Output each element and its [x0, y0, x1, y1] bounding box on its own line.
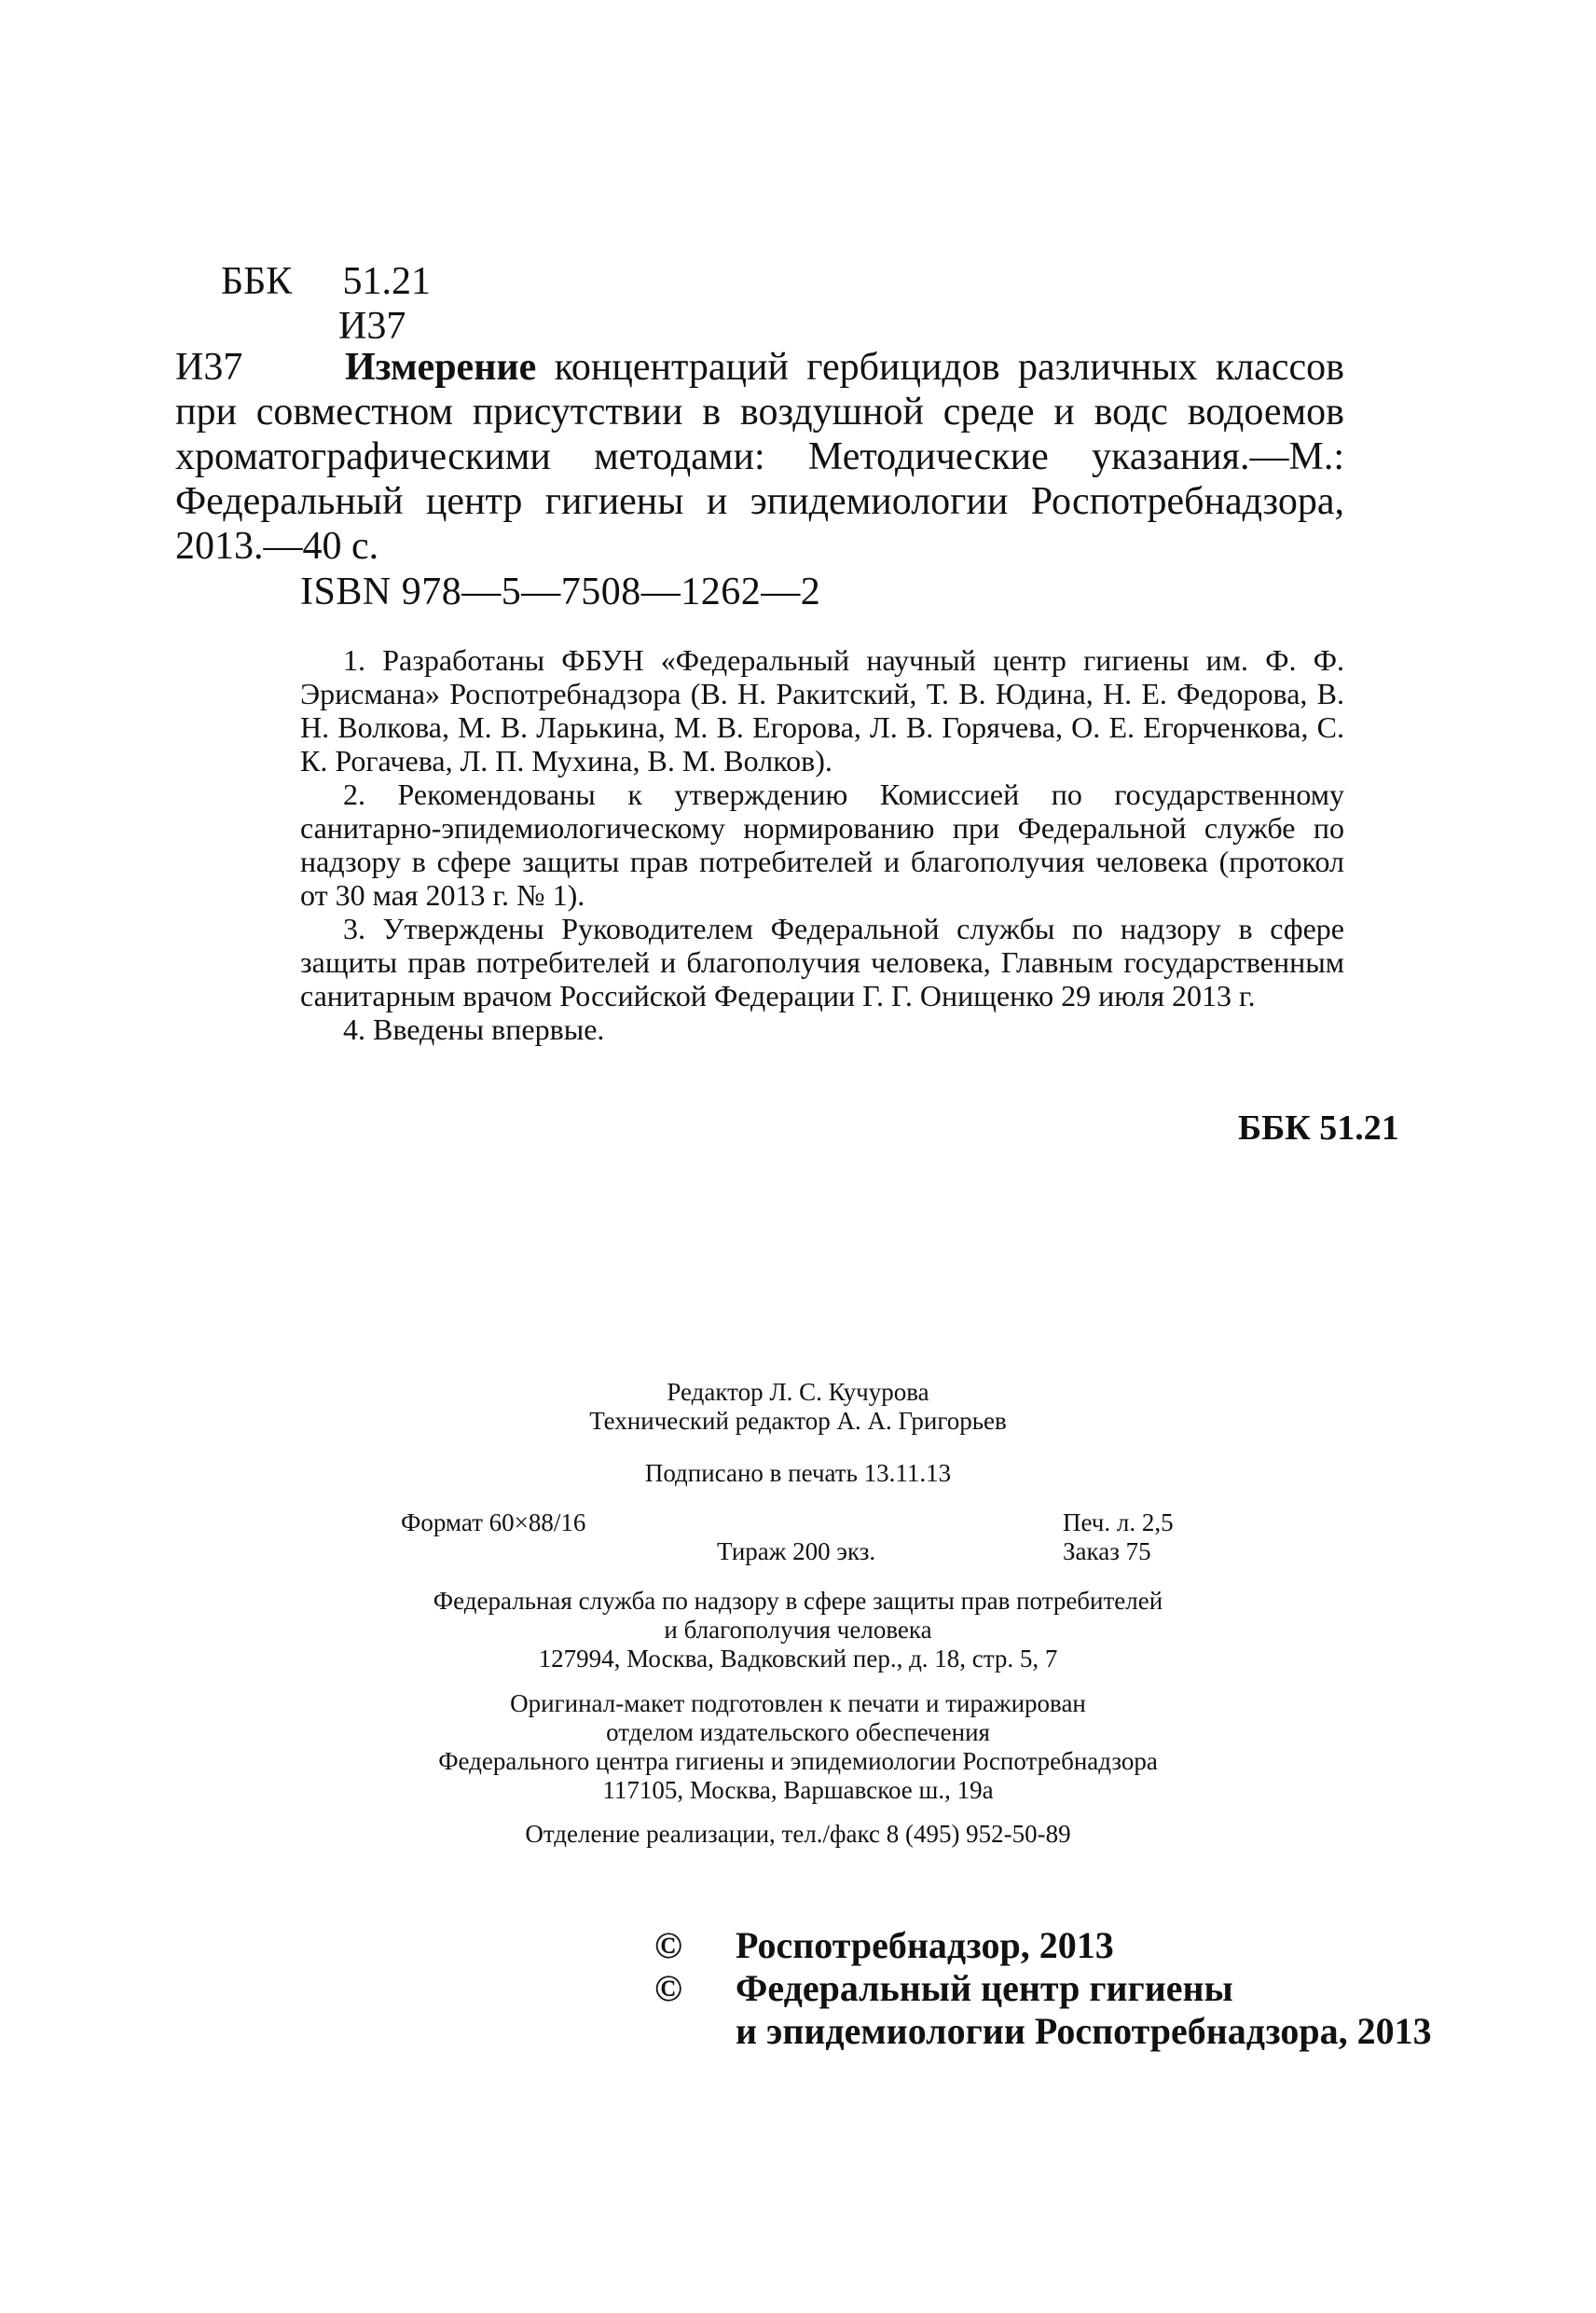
printer-line: Федерального центра гигиены и эпидемиологии Роспотребнадзора — [438, 1747, 1158, 1775]
copyright-line: и эпидемиологии Роспотребнадзора, 2013 — [736, 2010, 1432, 2052]
copyright-line: Роспотребнадзор, 2013 — [736, 1924, 1114, 1966]
notes-list — [300, 643, 1344, 1046]
publisher-block — [0, 1587, 1596, 1673]
bbk-footer: ББК 51.21 — [1238, 1108, 1399, 1148]
sales-contact: Отделение реализации, тел./факс 8 (495) 952-50-89 — [525, 1820, 1071, 1848]
publisher-line: и благополучия человека — [664, 1616, 932, 1644]
format: Формат 60×88/16 — [401, 1508, 586, 1536]
editor: Редактор Л. С. Кучурова — [667, 1378, 929, 1406]
note-item: 1. Разработаны ФБУН «Федеральный научный центр гигиены им. Ф. Ф. Эрисмана» Роспотребнадзора (В. Н. Ракитский, Т. В. Юдина, Н. Е. Федорова, В. Н. Волкова, М. В. Ларькина, М. В. Егорова, Л. В. Горячева, О. Е. Егорченкова, С. К. Рогачева, Л. П. Мухина, В. М. Волков). — [300, 643, 1344, 778]
circulation: Тираж 200 экз. — [717, 1537, 876, 1565]
printer-line: отделом издательского обеспечения — [606, 1718, 990, 1746]
catalog-title: Измерение — [345, 346, 537, 389]
copyright-icon: © — [654, 1924, 682, 1966]
copyright-line: Федеральный центр гигиены — [736, 1967, 1233, 2009]
note-item: 3. Утверждены Руководителем Федеральной службы по надзору в сфере защиты прав потребителей и благополучия человека, Главным государственным санитарным врачом Российской Федерации Г. Г. Онищенко 29 июля 2013 г. — [300, 912, 1344, 1012]
copyright-icon: © — [654, 1967, 682, 2009]
publisher-line: Федеральная служба по надзору в сфере защиты прав потребителей — [433, 1587, 1163, 1615]
publisher-line: 127994, Москва, Вадковский пер., д. 18, стр. 5, 7 — [538, 1645, 1058, 1673]
print-sheets: Печ. л. 2,5 — [1063, 1508, 1174, 1536]
order-number: Заказ 75 — [1063, 1537, 1151, 1565]
isbn: ISBN 978—5—7508—1262—2 — [300, 571, 821, 613]
catalog-entry — [175, 345, 1344, 569]
note-item: 4. Введены впервые. — [343, 1012, 605, 1046]
printer-line: Оригинал-макет подготовлен к печати и тиражирован — [510, 1689, 1086, 1717]
bbk-label: ББК — [221, 260, 293, 303]
author-mark: И37 — [338, 305, 406, 348]
tech-editor: Технический редактор А. А. Григорьев — [589, 1407, 1007, 1435]
bbk-header — [221, 259, 431, 349]
editors — [0, 1378, 1596, 1436]
signed-date: Подписано в печать 13.11.13 — [644, 1459, 952, 1487]
catalog-code: И37 — [175, 346, 243, 389]
note-item: 2. Рекомендованы к утверждению Комиссией по государственному санитарно-эпидемиологическому нормированию при Федеральной службе по надзору в сфере защиты прав потребителей и благополучия человека (протокол от 30 мая 2013 г. № 1). — [300, 778, 1344, 912]
printer-block — [0, 1689, 1596, 1805]
printer-line: 117105, Москва, Варшавское ш., 19а — [602, 1776, 994, 1804]
catalog-text: концентраций гербицидов различных классов при совместном присутствии в воздушной среде и водс водоемов хроматографическими методами: Методические указания.—М.: Федеральный центр гигиены и эпидемиологии Роспотребнадзора, 2013.—40 с. — [175, 346, 1345, 568]
bbk-index: 51.21 — [342, 260, 431, 303]
